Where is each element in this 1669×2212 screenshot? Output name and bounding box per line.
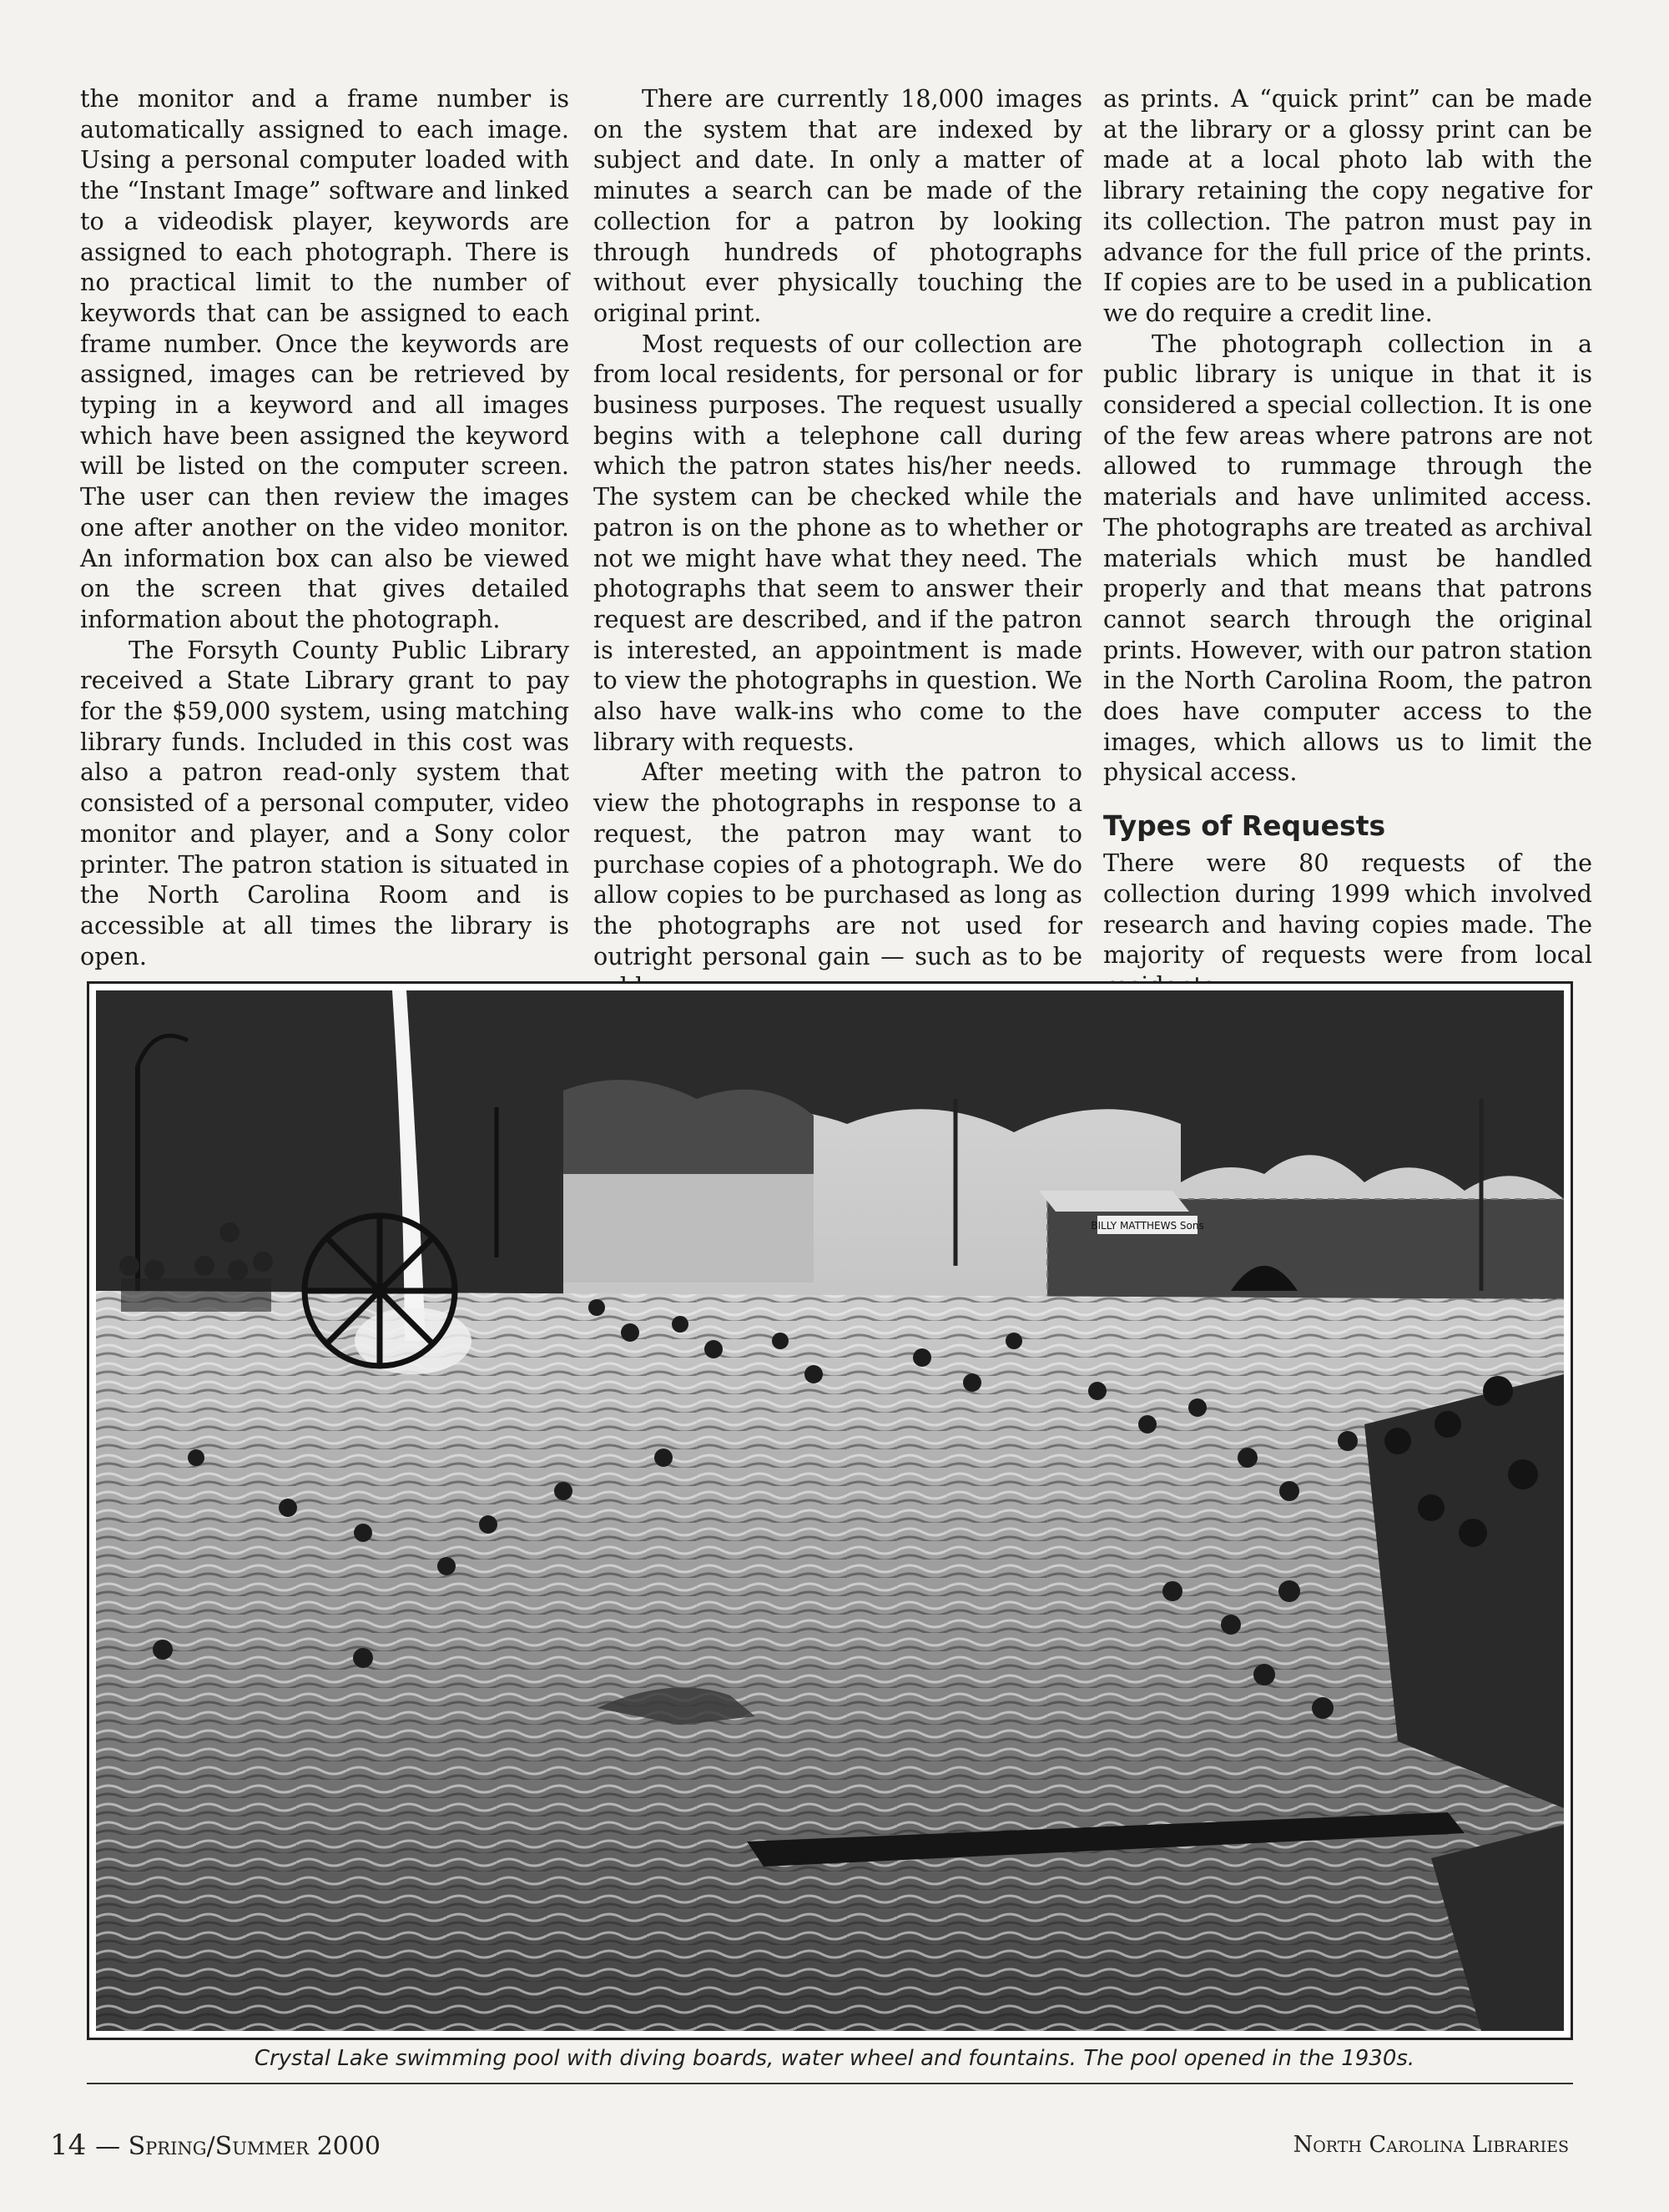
photo-frame	[87, 981, 1573, 2040]
paragraph: Most requests of our collection are from local residents, for personal or for business purposes. The request usually begins with a telephone call during which the patron states his/her needs. The system can be checked while the patron is on the phone as to whether or not we might have what they need. The photographs that seem to answer their request are described, and if the patron is interested, an appointment is made to view the photographs in question. We also have walk-ins who come to the library with requests.	[593, 329, 1082, 756]
paragraph: After meeting with the patron to view the photographs in response to a request, the patron may want to purchase copies of a photograph. We do allow copies to be purchased as long as the photographs are not used for outright personal gain — such as to be	[593, 758, 1082, 970]
paragraph: There are currently 18,000 images on the system that are indexed by subject and date. In only a matter of minutes a search can be made of the collection for a patron by looking through hundreds of photographs without ever physically touching the original print.	[593, 84, 1082, 327]
sign-text: BILLY MATTHEWS Sons	[1091, 1220, 1204, 1232]
paragraph: There were 80 requests of the collection during 1999 which involved research and having copies made. The majority of requests were from local	[1103, 849, 1592, 970]
paragraph: The photograph collection in a public library is unique in that it is considered a special collection. It is one of the few areas where patrons are not allowed to rummage through the materials and have unlimited access. The photographs are treated as archival materials which must be handled properly and that means that patrons cannot search through the original prints. However, with our patron station in the North Carolina Room, the patron does have computer access to the images, which allows us to limit the physical access.	[1103, 329, 1592, 787]
publication-name: North Carolina Libraries	[1293, 2132, 1569, 2158]
article-column-2	[593, 83, 1082, 1002]
divider	[87, 2083, 1573, 2084]
footer-left	[50, 2129, 381, 2162]
page-number: 14	[50, 2129, 87, 2162]
article-column-1	[80, 83, 569, 971]
paragraph: as prints. A “quick print” can be made at the library or a glossy print can be made at a local photo lab with the library retaining the copy negative for its collection. The patron must pay in advance for the full price of the prints. If copies are to be used in a publication we do require a credit line.	[1103, 84, 1592, 327]
photo-caption: Crystal Lake swimming pool with diving boards, water wheel and fountains. The pool opened in the 1930s.	[254, 2046, 1415, 2071]
article-column-3	[1103, 83, 1592, 1001]
paragraph: The Forsyth County Public Library received a State Library grant to pay for the $59,000 system, using matching library funds. Included in this cost was also a patron read-only system that consisted of a personal computer, video monitor and player, and a Sony color printer. The patron station is situated in the North Carolina Room and is accessible at all times the library is open.	[80, 635, 569, 970]
issue-label: — Spring/Summer 2000	[95, 2132, 381, 2161]
section-heading: Types of Requests	[1103, 809, 1386, 843]
paragraph: the monitor and a frame number is automatically assigned to each image. Using a personal computer loaded with the “Instant Image” software and linked to a videodisk player, keywords are assigned to each photograph. There is no practical limit to the number of keywords that can be assigned to each frame number. Once the keywords are assigned, images can be retrieved by typing in a keyword and all images which have been assigned the keyword will be listed on the computer screen. The user can then review the images one after another on the video monitor. An information box can also be viewed on the screen that gives detailed information about the photograph.	[80, 84, 569, 633]
pool-photograph	[96, 990, 1564, 2031]
